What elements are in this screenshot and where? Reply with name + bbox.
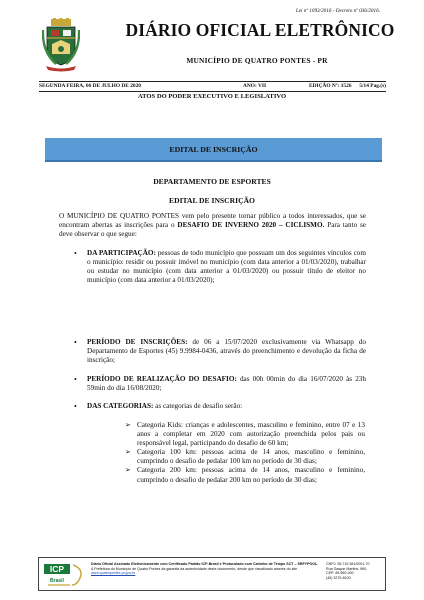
address: Rua Gaspar Martins, 960, [326,566,368,571]
arrow-right-icon: ➢ [125,466,131,475]
bullet-categories [73,402,366,411]
category-list [125,421,365,485]
bullet-icon: • [74,249,77,258]
bullet-text: pessoas de todo município que possuam um dos seguintes vínculos com o município: residir ou possuir imóvel no município (com data anterior a 01/03/2020), trabalhar ou estudar no município (com data anterior a 01/03/2020) ou possuir título de eleitor no município (com data anterior a 01/03/2020); [87,249,366,285]
bullet-label: PERÍODO DE INSCRIÇÕES: [87,338,188,346]
cnpj: CNPJ: 95.719.381/0001-70 [326,562,370,566]
bullet-label: DA PARTICIPAÇÃO: [87,249,156,257]
intro-text-end: Para tanto se deve observar o que segue: [59,221,366,238]
department-heading: DEPARTAMENTO DE ESPORTES [153,177,271,186]
arrow-right-icon: ➢ [125,448,131,457]
bullet-icon: • [74,338,77,347]
edition-number: EDIÇÃO Nº: 1526 [309,83,352,89]
footer-certification [91,562,325,576]
bullet-text: as categorias de desafio serão: [153,402,243,410]
category-text: Categoria Kids: crianças e adolescentes, masculino e feminino, entre 07 e 13 anos a completar em 2020 com autorização preenchida pelos pais ou responsável legal, participando do desafio de 60 km; [137,421,365,448]
issue-year: ANO: VII [243,83,267,89]
category-text: Categoria 200 km: pessoas acima de 14 anos, masculino e feminino, cumprindo o desafio de pedalar 200 km no período de 30 dias; [137,466,365,484]
bullet-event-period [73,375,366,393]
header-rule-top [39,81,386,82]
footer-line-2: A Prefeitura do Município de Quatro Pontes da garantia da autenticidade deste documento, desde que visualizado através do site [91,566,298,571]
bullet-participation [73,249,366,285]
list-item [125,466,365,484]
issue-date: SEGUNDA FEIRA, 06 DE JULHO DE 2020 [39,83,141,89]
section-title: ATOS DO PODER EXECUTIVO E LEGISLATIVO [137,93,287,100]
list-item [125,421,365,448]
bullet-label: PERÍODO DE REALIZAÇÃO DO DESAFIO: [87,375,237,383]
phone: (45) 3279-8100 [326,576,351,581]
category-text: Categoria 100 km: pessoas acima de 14 anos, masculino e feminino, cumprindo o desafio de pedalar 100 km no período de 30 dias; [137,448,365,466]
bullet-icon: • [74,375,77,384]
site-link[interactable]: www.quatropontes.pr.gov.br [91,571,136,576]
municipality-name: MUNICÍPIO DE QUATRO PONTES - PR [186,56,328,65]
intro-text: O MUNICÍPIO DE QUATRO PONTES vem pelo presente tornar público a todos interessados, que se encontram abertas as inscrições para o [59,212,366,229]
page-footer [38,557,386,591]
bullet-icon: • [74,402,77,411]
logo-subtext: Brasil [50,578,64,584]
page-title: DIÁRIO OFICIAL ELETRÔNICO [125,20,395,40]
header-rule-bottom [39,91,386,92]
logo-text: ICP [49,564,65,574]
footer-contact [326,562,382,581]
edict-banner: EDITAL DE INSCRIÇÃO [45,138,382,162]
law-reference: Lei nº 1093/2016 - Decreto nº 036/2016. [295,8,380,14]
bullet-text: das 00h 00min do dia 16/07/2020 às 23h 59min do dia 16/08/2020; [87,375,366,393]
coat-of-arms-icon [42,18,80,72]
icp-brasil-logo-icon [42,561,88,589]
bullet-registration [73,338,366,365]
footer-line-1: Diário Oficial Assinado Eletronicamente com Certificado Padrão ICP-Brasil e Protocolado com Carimbo de Tempo SCT – SRFYPOOL. [91,562,319,566]
arrow-right-icon: ➢ [125,421,131,429]
postal-code: CEP: 85.960-000 [326,571,354,576]
bullet-label: DAS CATEGORIAS: [87,402,154,410]
edict-heading: EDITAL DE INSCRIÇÃO [169,196,255,205]
bullet-text: de 06 a 15/07/2020 exclusivamente via Whatsapp do Departamento de Esportes (45) 9.9984-0436, através do preenchimento e devolução da ficha de inscrição; [87,338,366,365]
info-bar [39,83,386,90]
page-count: 5/14 Pag.(s) [359,83,386,89]
intro-paragraph [59,212,366,239]
list-item [125,448,365,466]
intro-event-name: DESAFIO DE INVERNO 2020 – CICLISMO. [177,221,325,229]
